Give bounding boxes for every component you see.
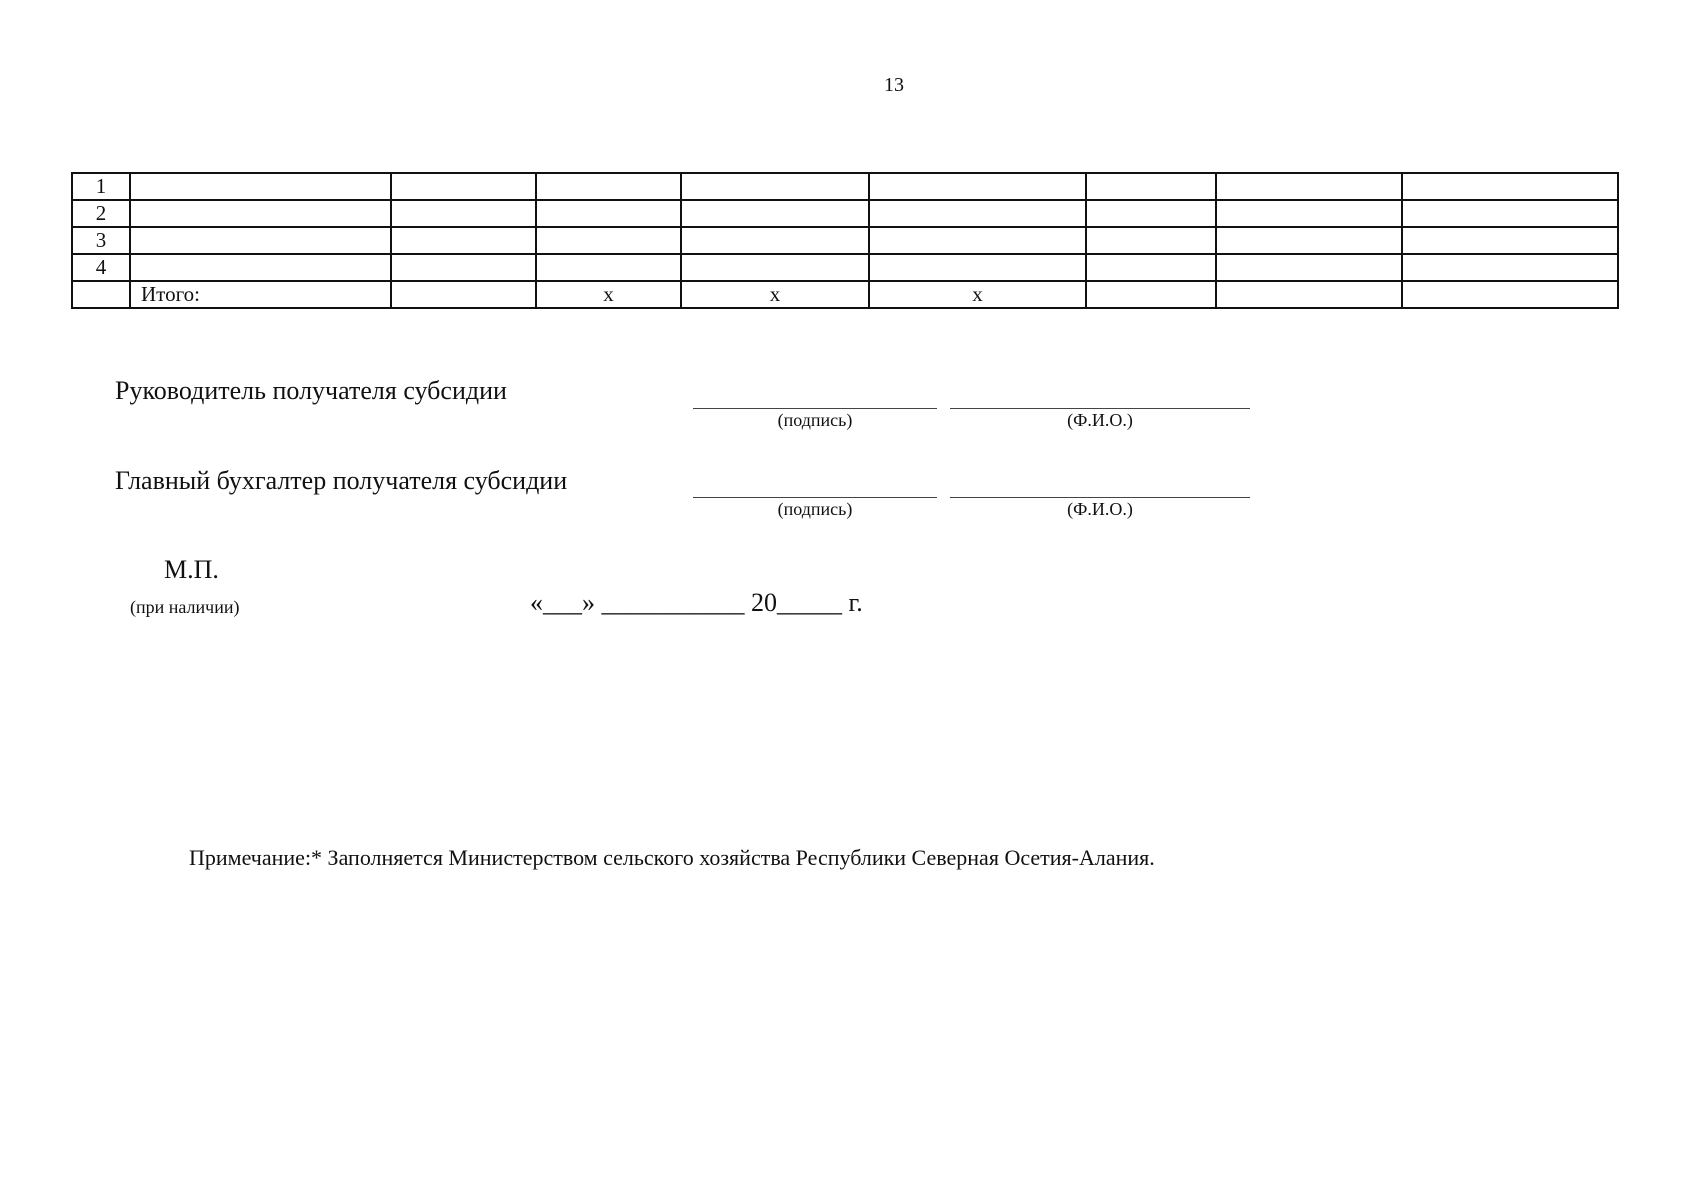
- page-number: 13: [884, 74, 904, 96]
- table-cell: [1086, 281, 1216, 308]
- row-number: 4: [72, 254, 130, 281]
- row-number: 1: [72, 173, 130, 200]
- table-cell: [1086, 173, 1216, 200]
- table-row: [72, 227, 1618, 254]
- table-cell: [130, 200, 391, 227]
- table-cell: [1216, 281, 1402, 308]
- table-row: [72, 200, 1618, 227]
- head-signature-line: [693, 408, 937, 409]
- table-cell: [1086, 227, 1216, 254]
- head-name-line: [950, 408, 1250, 409]
- table-cell: [536, 200, 681, 227]
- accountant-signature-label: Главный бухгалтер получателя субсидии: [115, 466, 568, 495]
- table-cell: [1216, 254, 1402, 281]
- date-line: «___» ___________ 20_____ г.: [530, 588, 863, 617]
- table-row: [72, 173, 1618, 200]
- table-cell: [1086, 200, 1216, 227]
- accountant-signature-line: [693, 497, 937, 498]
- table-cell: [1216, 200, 1402, 227]
- table-cell: x: [869, 281, 1086, 308]
- table-cell: [391, 200, 536, 227]
- stamp-label: М.П.: [164, 555, 219, 584]
- table-cell: [681, 200, 869, 227]
- table-cell: [1402, 254, 1618, 281]
- table-cell: [536, 254, 681, 281]
- head-signature-label: Руководитель получателя субсидии: [115, 376, 507, 405]
- table-cell: [681, 173, 869, 200]
- table-cell: [869, 200, 1086, 227]
- accountant-signature-caption: (подпись): [777, 499, 853, 519]
- table-cell: [1402, 200, 1618, 227]
- row-number: 2: [72, 200, 130, 227]
- table-row: [72, 254, 1618, 281]
- table-cell: x: [681, 281, 869, 308]
- table-cell: [681, 227, 869, 254]
- table-cell: x: [536, 281, 681, 308]
- table-cell: [1402, 173, 1618, 200]
- table-cell: [1216, 227, 1402, 254]
- table-cell: [536, 227, 681, 254]
- accountant-name-caption: (Ф.И.О.): [1067, 499, 1133, 519]
- table-cell: [536, 173, 681, 200]
- table-cell: [681, 254, 869, 281]
- table-cell: [869, 227, 1086, 254]
- row-number: [72, 281, 130, 308]
- table-cell: [130, 173, 391, 200]
- stamp-note: (при наличии): [130, 597, 240, 617]
- table-total-row: [72, 281, 1618, 308]
- table-cell: [1086, 254, 1216, 281]
- footnote: Примечание:* Заполняется Министерством сельского хозяйства Республики Северная Осетия-Алания.: [189, 845, 1155, 870]
- table-cell: [869, 254, 1086, 281]
- head-signature-caption: (подпись): [777, 410, 853, 430]
- head-name-caption: (Ф.И.О.): [1067, 410, 1133, 430]
- accountant-name-line: [950, 497, 1250, 498]
- table-cell: [1216, 173, 1402, 200]
- table-cell: [391, 254, 536, 281]
- row-number: 3: [72, 227, 130, 254]
- table-cell: [391, 281, 536, 308]
- table-cell: [1402, 281, 1618, 308]
- total-label: Итого:: [130, 281, 391, 308]
- report-table: [71, 172, 1619, 309]
- table-cell: [130, 227, 391, 254]
- table-cell: [869, 173, 1086, 200]
- table-cell: [391, 227, 536, 254]
- table-cell: [391, 173, 536, 200]
- table-cell: [1402, 227, 1618, 254]
- table-cell: [130, 254, 391, 281]
